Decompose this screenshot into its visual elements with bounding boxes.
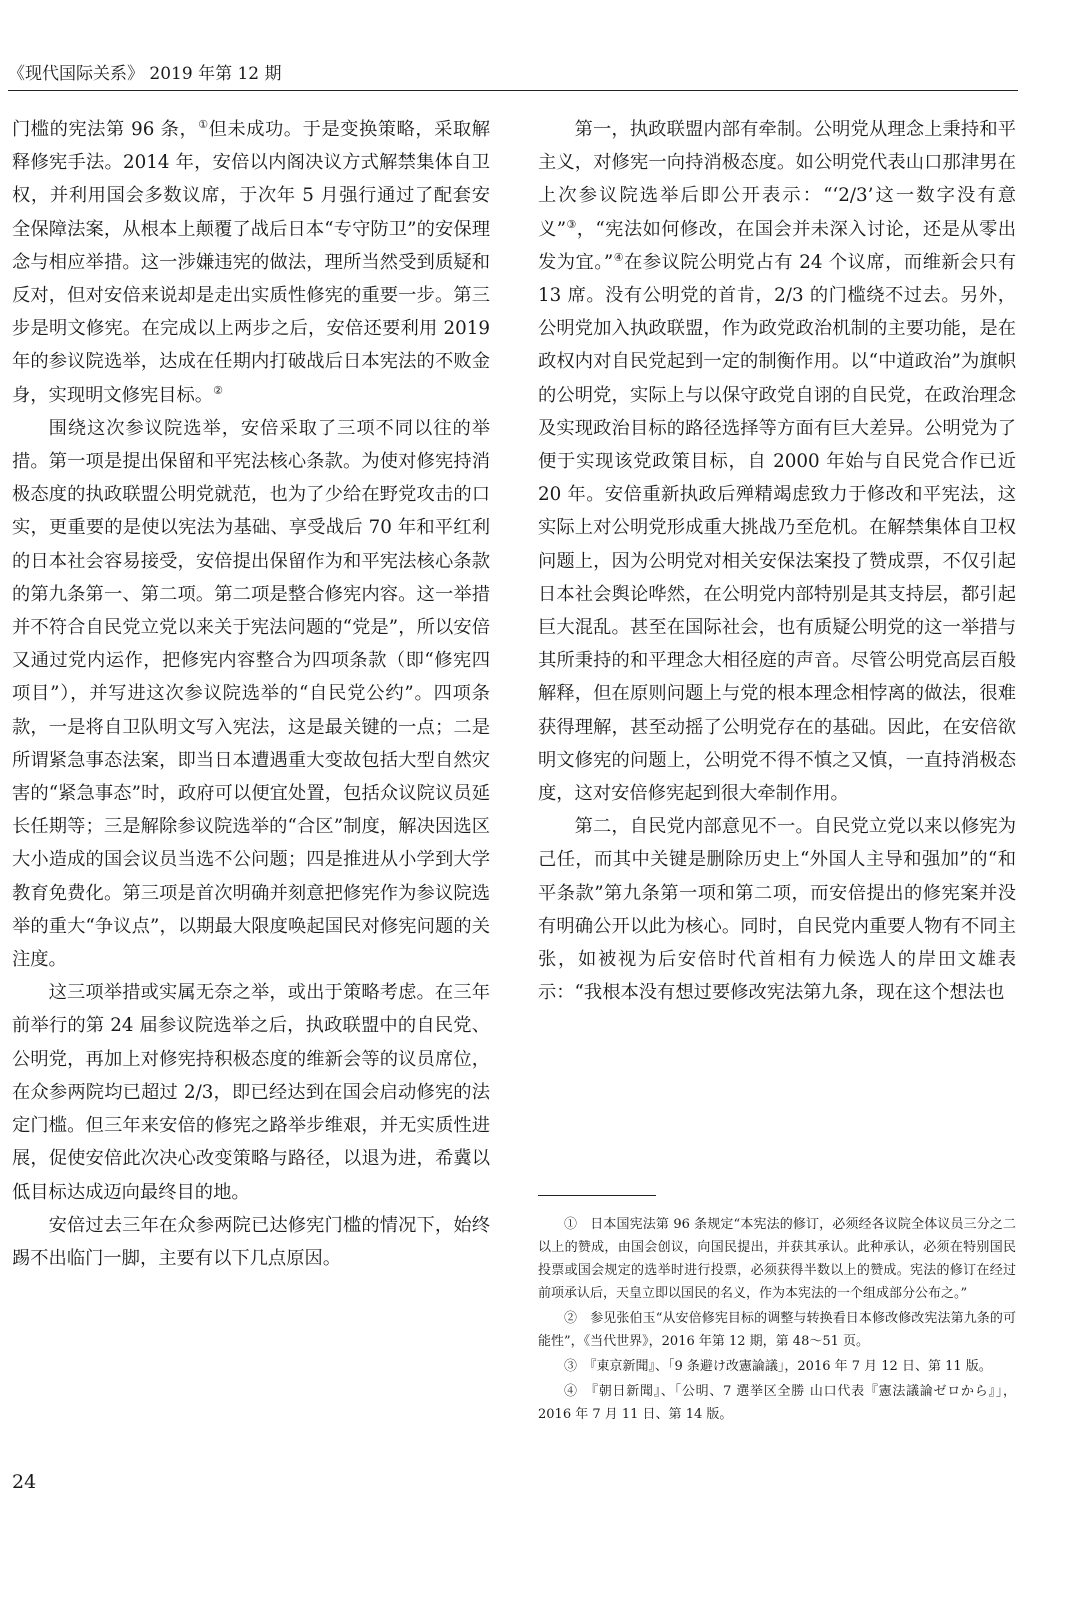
footnote-ref-2[interactable]: ② [213,383,223,397]
footnote-3: ③ 『東京新聞』、「9 条避け改憲論議」，2016 年 7 月 12 日、第 11 版。 [564,1359,992,1374]
page-number: 24 [12,1471,37,1493]
right-p1-text-b: ，“宪法如何修改，在国会并未深入讨论，还是从零出发为宜。” [538,218,1016,273]
right-column [538,113,1016,1009]
footnote-ref-1[interactable]: ① [198,117,209,131]
left-column [12,113,490,1275]
right-paragraph-1 [538,113,1016,810]
left-paragraph-3: 这三项举措或实属无奈之举，或出于策略考虑。在三年前举行的第 24 届参议院选举之后，执政联盟中的自民党、公明党，再加上对修宪持积极态度的维新会等的议员席位，在众参两院均已超过 2/3，即已经达到在国会启动修宪的法定门槛。但三年来安倍的修宪之路举步维艰，并无实质性进展，促使安倍此次决心改变策略与路径，以退为进，希冀以低目标达成迈向最终目的地。 [12,982,490,1203]
footnote-1: ① 日本国宪法第 96 条规定“本宪法的修订，必须经各议院全体议员三分之二以上的赞成，由国会创议，向国民提出，并获其承认。此种承认，必须在特别国民投票或国会规定的选举时进行投票，必须获得半数以上的赞成。宪法的修订在经过前项承认后，天皇立即以国民的名义，作为本宪法的一个组成部分公布之。” [538,1217,1016,1301]
left-paragraph-1 [12,113,490,412]
footnote-2: ② 参见张伯玉“从安倍修宪目标的调整与转换看日本修改修改宪法第九条的可能性”，《当代世界》，2016 年第 12 期，第 48～51 页。 [538,1311,1016,1349]
right-paragraph-2: 第二，自民党内部意见不一。自民党立党以来以修宪为己任，而其中关键是删除历史上“外国人主导和强加”的“和平条款”第九条第一项和第二项，而安倍提出的修宪案并没有明确公开以此为核心。同时，自民党内重要人物有不同主张，如被视为后安倍时代首相有力候选人的岸田文雄表示：“我根本没有想过要修改宪法第九条，现在这个想法也 [538,816,1016,1004]
footnote-ref-4[interactable]: ④ [613,250,625,264]
right-p1-text-c: 在参议院公明党占有 24 个议席，而维新会只有 13 席。没有公明党的首肯，2/3 的门槛绕不过去。另外，公明党加入执政联盟，作为政党政治机制的主要功能，是在政权内对自民党起到一定的制衡作用。以“中道政治”为旗帜的公明党，实际上与以保守政党自诩的自民党，在政治理念及实现政治目标的路径选择等方面有巨大差异。公明党为了便于实现该党政策目标，自 2000 年始与自民党合作已近 20 年。安倍重新执政后殚精竭虑致力于修改和平宪法，这实际上对公明党形成重大挑战乃至危机。在解禁集体自卫权问题上，因为公明党对相关安保法案投了赞成票，不仅引起日本社会舆论哗然，在公明党内部特别是其支持层，都引起巨大混乱。甚至在国际社会，也有质疑公明党的这一举措与其所秉持的和平理念大相径庭的声音。尽管公明党高层百般解释，但在原则问题上与党的根本理念相悖离的做法，很难获得理解，甚至动摇了公明党存在的基础。因此，在安倍欲明文修宪的问题上，公明党不得不慎之又慎，一直持消极态度，这对安倍修宪起到很大牵制作用。 [538,251,1016,805]
right-p1-text-a: 第一，执政联盟内部有牵制。公明党从理念上秉持和平主义，对修宪一向持消极态度。如公明党代表山口那津男在上次参议院选举后即公开表示：“‘2/3’这一数字没有意义” [538,119,1016,240]
header-rule [8,90,1018,91]
running-header: 《现代国际关系》 2019 年第 12 期 [8,64,282,84]
left-p1-text-b: 但未成功。于是变换策略，采取解释修宪手法。2014 年，安倍以内阁决议方式解禁集体自卫权，并利用国会多数议席，于次年 5 月强行通过了配套安全保障法案，从根本上颠覆了战后日本“专守防卫”的安保理念与相应举措。这一涉嫌违宪的做法，理所当然受到质疑和反对，但对安倍来说却是走出实质性修宪的重要一步。第三步是明文修宪。在完成以上两步之后，安倍还要利用 2019 年的参议院选举，达成在任期内打破战后日本宪法的不败金身，实现明文修宪目标。 [12,119,490,406]
footnotes [538,1213,1016,1428]
left-paragraph-4: 安倍过去三年在众参两院已达修宪门槛的情况下，始终踢不出临门一脚，主要有以下几点原因。 [12,1214,490,1269]
footnote-separator [538,1195,656,1196]
left-p1-text-a: 门槛的宪法第 96 条， [12,119,199,140]
footnote-4: ④ 『朝日新聞』、「公明、7 選挙区全勝 山口代表『憲法議論ゼロから』」，2016 年 7 月 11 日、第 14 版。 [538,1384,1016,1422]
footnote-ref-3[interactable]: ③ [566,217,577,231]
left-paragraph-2: 围绕这次参议院选举，安倍采取了三项不同以往的举措。第一项是提出保留和平宪法核心条款。为使对修宪持消极态度的执政联盟公明党就范，也为了少给在野党攻击的口实，更重要的是使以宪法为基础、享受战后 70 年和平红利的日本社会容易接受，安倍提出保留作为和平宪法核心条款的第九条第一、第二项。第二项是整合修宪内容。这一举措并不符合自民党立党以来关于宪法问题的“党是”，所以安倍又通过党内运作，把修宪内容整合为四项条款（即“修宪四项目”），并写进这次参议院选举的“自民党公约”。四项条款，一是将自卫队明文写入宪法，这是最关键的一点；二是所谓紧急事态法案，即当日本遭遇重大变故包括大型自然灾害的“紧急事态”时，政府可以便宜处置，包括众议院议员延长任期等；三是解除参议院选举的“合区”制度，解决因选区大小造成的国会议员当选不公问题；四是推进从小学到大学教育免费化。第三项是首次明确并刻意把修宪作为参议院选举的重大“争议点”，以期最大限度唤起国民对修宪问题的关注度。 [12,417,490,971]
